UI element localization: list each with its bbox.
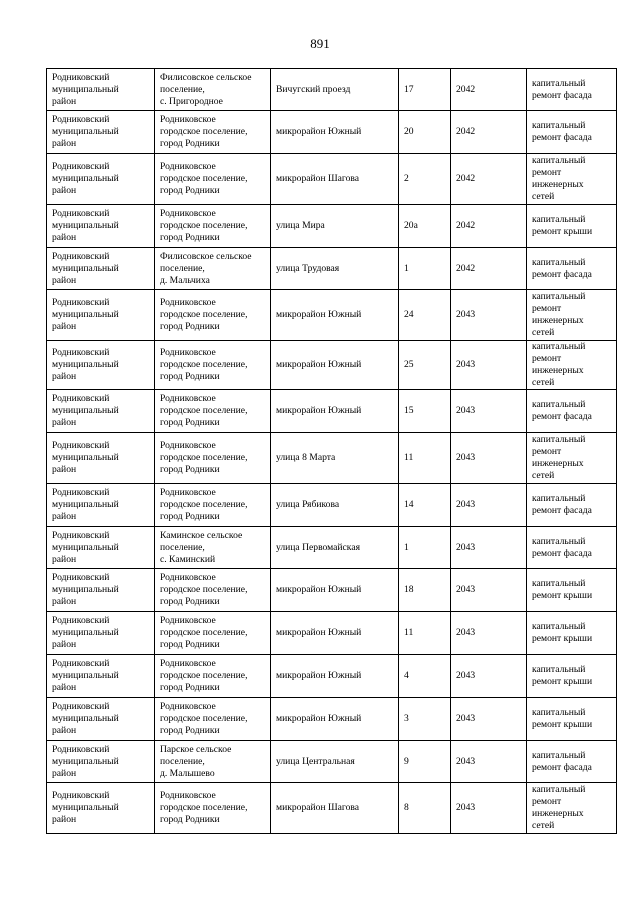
street-cell: [271, 341, 399, 390]
year-cell-text: 2043: [456, 499, 476, 510]
settlement-cell: [155, 205, 271, 248]
district-cell: [47, 569, 155, 612]
district-cell-text: Родниковский муниципальный район: [52, 297, 119, 332]
street-cell-text: Вичугский проезд: [276, 83, 351, 95]
street-cell-text: улица Первомайская: [276, 541, 360, 553]
settlement-cell: [155, 390, 271, 433]
district-cell: [47, 248, 155, 290]
street-cell: [271, 783, 399, 834]
street-cell-text: микрорайон Южный: [276, 359, 362, 370]
settlement-cell: [155, 569, 271, 612]
work-type-cell-text: капитальный ремонт инженерных сетей: [532, 291, 586, 338]
year-cell: [451, 698, 527, 741]
district-cell-text: Родниковский муниципальный район: [52, 393, 119, 428]
settlement-cell-text: Родниковское городское поселение, город Родники: [160, 297, 248, 332]
district-cell-text: Родниковский муниципальный район: [52, 743, 119, 779]
house-number-cell-text: 18: [404, 584, 414, 595]
district-cell: [47, 612, 155, 655]
settlement-cell-text: Родниковское городское поселение, город Родники: [160, 440, 248, 475]
district-cell: [47, 741, 155, 783]
house-number-cell-text: 2: [404, 173, 409, 184]
street-cell-text: микрорайон Южный: [276, 627, 362, 638]
street-cell: [271, 248, 399, 290]
house-number-cell-text: 20а: [404, 220, 418, 231]
work-type-cell: [527, 612, 617, 655]
house-number-cell-text: 4: [404, 670, 409, 681]
district-cell-text: Родниковский муниципальный район: [52, 161, 119, 196]
district-cell: [47, 205, 155, 248]
house-number-cell-text: 1: [404, 262, 409, 274]
house-number-cell-text: 20: [404, 126, 414, 137]
year-cell: [451, 341, 527, 390]
table-row: [47, 569, 617, 612]
settlement-cell-text: Родниковское городское поселение, город Родники: [160, 615, 248, 650]
district-cell-text: Родниковский муниципальный район: [52, 790, 119, 825]
settlement-cell-text: Родниковское городское поселение, город Родники: [160, 114, 248, 149]
street-cell: [271, 484, 399, 527]
street-cell-text: улица Мира: [276, 220, 325, 231]
work-type-cell: [527, 484, 617, 527]
year-cell-text: 2043: [456, 359, 476, 370]
work-type-cell-text: капитальный ремонт крыши: [532, 664, 593, 687]
year-cell-text: 2043: [456, 713, 476, 724]
year-cell: [451, 390, 527, 433]
page-number: 891: [310, 36, 330, 51]
district-cell: [47, 290, 155, 341]
table-row: [47, 248, 617, 290]
house-number-cell: [399, 390, 451, 433]
house-number-cell: [399, 154, 451, 205]
settlement-cell: [155, 69, 271, 111]
district-cell: [47, 341, 155, 390]
street-cell-text: улица Центральная: [276, 755, 355, 767]
year-cell: [451, 205, 527, 248]
table-row: [47, 69, 617, 111]
district-cell: [47, 698, 155, 741]
work-type-cell-text: капитальный ремонт крыши: [532, 214, 593, 237]
street-cell: [271, 433, 399, 484]
street-cell: [271, 655, 399, 698]
work-type-cell-text: капитальный ремонт инженерных сетей: [532, 341, 586, 388]
table-row: [47, 698, 617, 741]
year-cell-text: 2043: [456, 452, 476, 463]
house-number-cell: [399, 248, 451, 290]
street-cell: [271, 741, 399, 783]
work-type-cell-text: капитальный ремонт фасада: [532, 256, 592, 280]
work-type-cell-text: капитальный ремонт инженерных сетей: [532, 434, 586, 481]
house-number-cell: [399, 698, 451, 741]
year-cell-text: 2042: [456, 220, 476, 231]
settlement-cell-text: Парское сельское поселение, д. Малышево: [160, 743, 232, 779]
street-cell-text: микрорайон Южный: [276, 405, 362, 416]
house-number-cell-text: 25: [404, 359, 414, 370]
settlement-cell-text: Родниковское городское поселение, город Родники: [160, 347, 248, 382]
year-cell-text: 2042: [456, 83, 476, 95]
district-cell: [47, 433, 155, 484]
table-row: [47, 341, 617, 390]
year-cell: [451, 612, 527, 655]
street-cell: [271, 111, 399, 154]
work-type-cell: [527, 69, 617, 111]
district-cell-text: Родниковский муниципальный район: [52, 487, 119, 522]
year-cell-text: 2043: [456, 670, 476, 681]
house-number-cell: [399, 290, 451, 341]
house-number-cell: [399, 741, 451, 783]
work-type-cell-text: капитальный ремонт фасада: [532, 77, 592, 101]
settlement-cell-text: Родниковское городское поселение, город Родники: [160, 393, 248, 428]
street-cell-text: микрорайон Южный: [276, 584, 362, 595]
year-cell-text: 2042: [456, 126, 476, 137]
house-number-cell-text: 17: [404, 83, 414, 95]
year-cell-text: 2042: [456, 173, 476, 184]
year-cell: [451, 111, 527, 154]
district-cell-text: Родниковский муниципальный район: [52, 347, 119, 382]
work-type-cell-text: капитальный ремонт инженерных сетей: [532, 784, 586, 831]
district-cell: [47, 484, 155, 527]
year-cell-text: 2043: [456, 755, 476, 767]
house-number-cell: [399, 111, 451, 154]
work-type-cell: [527, 698, 617, 741]
district-cell-text: Родниковский муниципальный район: [52, 71, 119, 107]
house-number-cell: [399, 205, 451, 248]
year-cell-text: 2043: [456, 405, 476, 416]
street-cell-text: микрорайон Южный: [276, 670, 362, 681]
district-cell-text: Родниковский муниципальный район: [52, 440, 119, 475]
year-cell-text: 2043: [456, 627, 476, 638]
work-type-cell: [527, 569, 617, 612]
street-cell: [271, 569, 399, 612]
year-cell-text: 2042: [456, 262, 476, 274]
work-type-cell: [527, 111, 617, 154]
work-type-cell: [527, 205, 617, 248]
street-cell-text: улица 8 Марта: [276, 452, 336, 463]
table-row: [47, 612, 617, 655]
house-number-cell-text: 8: [404, 802, 409, 813]
work-type-cell: [527, 154, 617, 205]
settlement-cell-text: Родниковское городское поселение, город Родники: [160, 790, 248, 825]
settlement-cell-text: Родниковское городское поселение, город Родники: [160, 161, 248, 196]
work-type-cell-text: капитальный ремонт крыши: [532, 707, 593, 730]
year-cell-text: 2043: [456, 584, 476, 595]
house-number-cell-text: 1: [404, 541, 409, 553]
district-cell: [47, 783, 155, 834]
district-cell: [47, 527, 155, 569]
district-cell-text: Родниковский муниципальный район: [52, 658, 119, 693]
settlement-cell: [155, 698, 271, 741]
work-type-cell: [527, 248, 617, 290]
house-number-cell: [399, 527, 451, 569]
work-type-cell-text: капитальный ремонт крыши: [532, 621, 593, 644]
settlement-cell: [155, 527, 271, 569]
settlement-cell: [155, 783, 271, 834]
district-cell-text: Родниковский муниципальный район: [52, 250, 119, 286]
settlement-cell-text: Родниковское городское поселение, город Родники: [160, 658, 248, 693]
table-row: [47, 741, 617, 783]
house-number-cell: [399, 69, 451, 111]
work-type-cell: [527, 783, 617, 834]
year-cell: [451, 527, 527, 569]
district-cell: [47, 111, 155, 154]
settlement-cell: [155, 433, 271, 484]
house-number-cell: [399, 433, 451, 484]
year-cell: [451, 248, 527, 290]
repair-schedule-table: [46, 68, 617, 834]
house-number-cell-text: 11: [404, 627, 414, 638]
settlement-cell: [155, 484, 271, 527]
house-number-cell-text: 14: [404, 499, 414, 510]
street-cell: [271, 69, 399, 111]
work-type-cell-text: капитальный ремонт фасада: [532, 493, 592, 516]
street-cell-text: улица Рябикова: [276, 499, 340, 510]
settlement-cell-text: Каминское сельское поселение, с. Каминский: [160, 529, 243, 565]
table-row: [47, 433, 617, 484]
street-cell-text: микрорайон Южный: [276, 309, 362, 320]
street-cell: [271, 612, 399, 655]
table-body: [47, 69, 617, 834]
street-cell: [271, 205, 399, 248]
district-cell-text: Родниковский муниципальный район: [52, 572, 119, 607]
table-row: [47, 390, 617, 433]
house-number-cell-text: 24: [404, 309, 414, 320]
settlement-cell: [155, 290, 271, 341]
year-cell: [451, 484, 527, 527]
house-number-cell: [399, 484, 451, 527]
settlement-cell: [155, 341, 271, 390]
work-type-cell-text: капитальный ремонт инженерных сетей: [532, 155, 586, 202]
house-number-cell: [399, 569, 451, 612]
table-row: [47, 111, 617, 154]
district-cell-text: Родниковский муниципальный район: [52, 615, 119, 650]
work-type-cell-text: капитальный ремонт крыши: [532, 578, 593, 601]
district-cell-text: Родниковский муниципальный район: [52, 208, 119, 243]
work-type-cell: [527, 433, 617, 484]
table-row: [47, 484, 617, 527]
district-cell-text: Родниковский муниципальный район: [52, 114, 119, 149]
work-type-cell-text: капитальный ремонт фасада: [532, 399, 592, 422]
work-type-cell: [527, 341, 617, 390]
year-cell: [451, 569, 527, 612]
settlement-cell-text: Родниковское городское поселение, город Родники: [160, 208, 248, 243]
year-cell-text: 2043: [456, 541, 476, 553]
street-cell-text: улица Трудовая: [276, 262, 340, 274]
settlement-cell: [155, 741, 271, 783]
house-number-cell: [399, 655, 451, 698]
year-cell: [451, 783, 527, 834]
district-cell: [47, 69, 155, 111]
year-cell: [451, 655, 527, 698]
year-cell-text: 2043: [456, 309, 476, 320]
settlement-cell: [155, 111, 271, 154]
settlement-cell-text: Филисовское сельское поселение, с. Пригородное: [160, 71, 252, 107]
house-number-cell: [399, 783, 451, 834]
work-type-cell: [527, 390, 617, 433]
table-row: [47, 290, 617, 341]
work-type-cell-text: капитальный ремонт фасада: [532, 749, 592, 773]
year-cell: [451, 290, 527, 341]
work-type-cell: [527, 290, 617, 341]
street-cell-text: микрорайон Южный: [276, 713, 362, 724]
settlement-cell: [155, 612, 271, 655]
year-cell: [451, 154, 527, 205]
house-number-cell: [399, 612, 451, 655]
settlement-cell-text: Филисовское сельское поселение, д. Мальчиха: [160, 250, 252, 286]
house-number-cell: [399, 341, 451, 390]
table-row: [47, 783, 617, 834]
year-cell-text: 2043: [456, 802, 476, 813]
house-number-cell-text: 11: [404, 452, 414, 463]
table-row: [47, 527, 617, 569]
work-type-cell: [527, 527, 617, 569]
table-row: [47, 205, 617, 248]
table-row: [47, 655, 617, 698]
settlement-cell: [155, 655, 271, 698]
table-row: [47, 154, 617, 205]
house-number-cell-text: 3: [404, 713, 409, 724]
work-type-cell-text: капитальный ремонт фасада: [532, 535, 592, 559]
work-type-cell-text: капитальный ремонт фасада: [532, 120, 592, 143]
settlement-cell: [155, 154, 271, 205]
street-cell: [271, 390, 399, 433]
year-cell: [451, 433, 527, 484]
settlement-cell-text: Родниковское городское поселение, город Родники: [160, 572, 248, 607]
house-number-cell-text: 9: [404, 755, 409, 767]
work-type-cell: [527, 741, 617, 783]
house-number-cell-text: 15: [404, 405, 414, 416]
district-cell-text: Родниковский муниципальный район: [52, 701, 119, 736]
year-cell: [451, 69, 527, 111]
street-cell: [271, 154, 399, 205]
year-cell: [451, 741, 527, 783]
work-type-cell: [527, 655, 617, 698]
street-cell-text: микрорайон Шагова: [276, 802, 360, 813]
street-cell: [271, 527, 399, 569]
street-cell-text: микрорайон Южный: [276, 126, 362, 137]
district-cell: [47, 154, 155, 205]
settlement-cell-text: Родниковское городское поселение, город Родники: [160, 701, 248, 736]
settlement-cell-text: Родниковское городское поселение, город Родники: [160, 487, 248, 522]
settlement-cell: [155, 248, 271, 290]
street-cell-text: микрорайон Шагова: [276, 173, 360, 184]
street-cell: [271, 698, 399, 741]
street-cell: [271, 290, 399, 341]
district-cell: [47, 390, 155, 433]
district-cell: [47, 655, 155, 698]
district-cell-text: Родниковский муниципальный район: [52, 529, 119, 565]
